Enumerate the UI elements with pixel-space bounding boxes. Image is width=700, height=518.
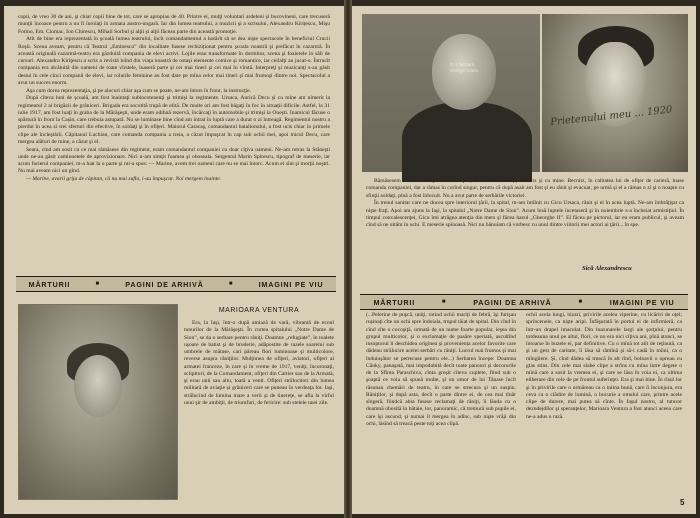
banner-label: IMAGINI PE VIU: [258, 279, 324, 289]
paragraph: copii, de vreo 30 de ani, şi chiar copii bine de tot, care se apropiau de 40. Printre ei, mulţi voluntari ardeleni şi bucovineni, care trecuseră munţii încoace pentru a nu fi înrolaţi în armata austro-ungară. Iar din lumea teatrului, a muzicii şi a scrisului, Alexandru Kirițescu, Mişu Fotino, Em. Ciomac, Ion Chirescu, Mihail Sorbul şi alţii şi alţii făceau parte din această promoţie.: [18, 14, 330, 35]
paragraph: Atît de bine era reprezentată în şcoală lumea teatrului, încît comandamentul a hotărît să se dea nişte spectacole în beneficiul Crucii Roşii. Scena aveam, pentru că Teatrul „Eminescu” din localitate fusese rechiziționat pentru şcoala noastră şi prefăcut în cazarmă. În această originală cazarmă-teatru era găzduită compania de elevi activi. Lojile erau transformate în dormitor, scena şi foaierele în săli de cursuri. Alexandru Kiriţescu a scris o revistă luînd din viaţa noastră de ostaşi elemente comice şi romantice, iar ceilalţi au jucat-o. Întrucît compania era alcătuită din oameni de toate vîrstele, luaseră parte şi cei mai tineri şi cei mai în vîrstă. Interpreţi şi muzicanţi s-au găsit destui în cele cinci companii de elevi, iar rolurile feminine au fost date pe mîna celor mai tineri şi mai frumoşi dintre noi. Spectacolul a avut un succes enorm.: [18, 36, 330, 86]
right-page: [352, 6, 696, 514]
page-number: 5: [680, 498, 685, 507]
paragraph: După cîteva luni de şcoală, am fost înaintaţi sublocotenenţi şi trimişi la regimente. Ursaca, Aurică Decu şi cu mine am nimerit la regimentul 2 al brigăzii de grăniceri. Brigada era socotită trupă de elită. De multe ori am fost băgaţi în foc în situaţii dificile. Astfel, la 31 iulie 1917, am fost luaţi în graba de la Mărăşeşti, unde eram odihnă rezervă, încărcaţi în automobile şi trimişi la Oneşti. Inamicul făcuse o spărtură în front la Cașin, care trebuia astupată. Nu se luminase bine cînd am intrat în luptă care a durat o zi întreagă. Regimentul nostru a pierdut în acea zi trei sferturi din efective, în soldaţi şi în ofiţeri. Maiorul Caracaş, comandantul batalionului, a fost ucis chiar în primele clipe ale încleştării. Căpitanul Luchian, care comanda compania a treia, a căzut împuşcat în cap sub ochii mei, apoi micul Decu, care mergea alături de mine, a căzut şi el.: [18, 95, 330, 145]
banner-label: IMAGINI PE VIU: [609, 297, 675, 307]
handwritten-dedication: Prietenului meu ... 1920: [549, 104, 673, 129]
banner-label: MĂRTURII: [28, 279, 71, 289]
paragraph: ochii acela lungi, bizari, privirile acelea viperine, cu licăriri de oţel; sprîncenele, ca nişte aripi. Înfăşurată în portul ei de infirmieră, ca într-un drapel imaculat. Din buzunarele largi ale şorţului, pentru totdeauna unul pe altul, flori, ce nu era nici cîţiva ani, pînă atunci, se întoarse în buzele ei, par definitive. Cu o mînă tot atît de reţinută, ca şi un gest de caritate, îi lăsa să rămînă şi să-i cadă în mîini, ca o mîngîiere. Şi, cînd dădea să treacă în alt rînd, bolnavii o opreau cu glas stins. Din cele mai slabe clipe a strîns cu mîna între degete o mînă care a sosit la vremea ei, şi care se lăsa în voia ei, ca ultima eliberare din cele de pe frontul suferinţei. Era şi mai bine. În rîsul lor şi în privirile care o urmăreau ca o inima bună, care îi înconjura, era ceva ca o clădire de lumină, o bucurie a omului care, printre acele clipe de durere, mai putea să cînte. În Iaşul nostru, al tuturor dezndejdilor şi speranţelor, Marioara Ventura a fost atunci aceea care ne-a adus o rază.: [526, 312, 682, 420]
photo-strip: [362, 14, 688, 172]
ventura-intro-text: [184, 320, 334, 506]
left-page-memoir-text: [18, 14, 330, 258]
portrait-body: [402, 102, 532, 182]
right-page-memoir-text: [366, 178, 684, 278]
book-gutter: [344, 0, 352, 518]
paragraph: Era, la Iaşi, într-o după amiază de vară, vibrantă de ecoul tunurilor de la Mărăşeşti. În curtea spitalului „Notre Dame de Sion”, se da o serbare pentru răniţi. Doamne „refugiate”, în toalete uşoare de batist şi de broderie, adăpostite de razele soarelui sub umbrele de mătase, cari păreau flori luminoase şi multicolore, reverse asupra răniţilor. Mulţimea de ofiţeri, aviatori, ofiţeri ai armatei franceze, în care şi în vreme de 1917, veniţi, încoronaţi, sclipitori, de la Comandament, ofiţeri din Cartier sau de la Armată, şi erau unii sau altu, toată a venit. Ofiţeri strălucitori din lumea militară de aviaţie și grăniceri care se puneau în verdeaţa lor. Iaşi, strălucind de lumina mare a verii şi de tinereţe, se afla la vîrful unui şir de ambiţii, de triumfuri, de fericire: sub stelele unei zile.: [184, 320, 334, 406]
banner-separator: ■: [441, 299, 447, 305]
banner-separator: ■: [228, 281, 234, 287]
italic-quote: — Marine, avarii grija de căpitan, că nu mai sufla, i-au împuşcat. Noi mergem înainte.: [26, 176, 222, 182]
left-page: [4, 6, 344, 514]
ventura-column-1: [366, 312, 516, 498]
caption-line: C. I. Nottara: [450, 62, 475, 67]
portrait-face: [74, 355, 122, 417]
paragraph: În trenul sanitar care ne ducea spre interiorul ţării, la spital, m-am întîlnit cu Gicu Ursaca, rănit şi el în acea luptă. Ne-am îmbrăţişat ca nişte fraţi. Apoi am ajuns la Iaşi, la spitalul „Notre Dame de Sion”. Acum însă luptele încetaseră şi în noiembrie s-a încheiat armistiţiul. În timpul convalescenţei, Gicu îmi atrăgea atenţia din mers şi făcea hazul „Gheorghe II”. El făcea pe pictorul, iar eu eram publicul, şi aveam cînd să ne uităm în ochi. E meserie spinoasă. Nici nu bănuiam că vorbesc cu unul dintre viitorii mei actori ai ţării... în spe.: [366, 200, 684, 228]
ventura-column-2: [526, 312, 682, 498]
banner-separator: ■: [578, 299, 583, 305]
nottara-photo: [362, 14, 540, 172]
banner-separator: ■: [95, 281, 100, 287]
paragraph: Seara, cînd am sosit cu ce mai rămăsese din regiment, eram comandantul companiei cu doar cîţiva oameni. Ne-am retras la Stăneşti unde ne-au găsit camionetele de aprovizionare. Nici n-am simţit foamea şi oboseala. Sergentul Marin Spirescu, tipograf de meserie, iar acum furierul companiei, m-a luat la o parte şi mi-a spus: — Marine, avem trei oameni care nu se mai întorc. Acum ei sînt şi morţii noştri. Nu mai aveam nici un gînd.: [18, 146, 330, 175]
caption-line: George Vraca: [450, 68, 478, 73]
paragraph: Rămăsesem în toată compania doi ofiţeri, doi sublocotenenţi, Becnitz şi cu mine. Becnitz, în calitatea lui de ofiţer de carieră, luase comanda companiei, dar a rămas în curînd singur, pentru că după asalt am fost şi eu rănit şi evacuat, pe urmă şi el a rămas o zi şi o noapte cu sfinţii soldaţi, pînă a fost înlocuit. Nu a avut parte de serbările victoriei.: [366, 178, 684, 199]
author-signoff: Sică Alexandrescu: [582, 265, 632, 272]
paragraph: Aşa cum dorea reprezentaţia, şi pe alocuri chiar aşa cum se poate, ne-am întors în front, la instrucţie.: [26, 87, 252, 94]
section-banner: [360, 294, 688, 310]
section-banner: [16, 276, 336, 292]
ventura-portrait-photo: [18, 304, 178, 500]
paragraph: (...Pelerine de puşcă, uniţi, rotind ochii mariţi de febră, îşi furişau rușinaţi cîte un ochi spre îndoiala, trupul tăiat de spital. Din cînd în cînd cîte o cocoşiţă, urmată de un nume foarte popular, ieşea din grupul multicolor, şi o exclamaţie de pasăre speriată, ascultînd insoptorul li deschidea originea şi proveniența acelor favorite care dădeau strălucire acelei serbări cu răniţi. Lucrul mai frumos şi mai înduioşător se petrecuse pentru ele...) Serbarea începe: Doamna Cănky, panaşată, mai impodobită decît toate panouri și decorurile de la Sfînta Paraschiva, cînta greşit cîteva cuplete, fiind sub o şoaptă ce voia să spună multe, şi un umor de lui Tănase încît răsunau chemări de teatru, în care se strecura şi un suspin. Răniţilor, şi după asta, decît o parte dintre ei, de cea mai tînăr sîngeră, fiindcă abia fusese reclamaţi de răniţi, îi lăuda cu o doamnă obosită în bătaie, lor, panoramic, că tremură sub pupile ei, care îşi ascund, şi numai îl mergea în adînc, sub nişte vrăji din ochi, lăsînd să treacă peste toţi acea clipă.: [366, 312, 516, 427]
banner-label: PAGINI DE ARHIVĂ: [125, 279, 204, 289]
banner-label: MĂRTURII: [373, 297, 415, 307]
article-title: MARIOARA VENTURA: [218, 307, 300, 314]
vraca-photo: [542, 14, 688, 172]
photo-caption: [450, 62, 478, 74]
banner-label: PAGINI DE ARHIVĂ: [473, 297, 552, 307]
